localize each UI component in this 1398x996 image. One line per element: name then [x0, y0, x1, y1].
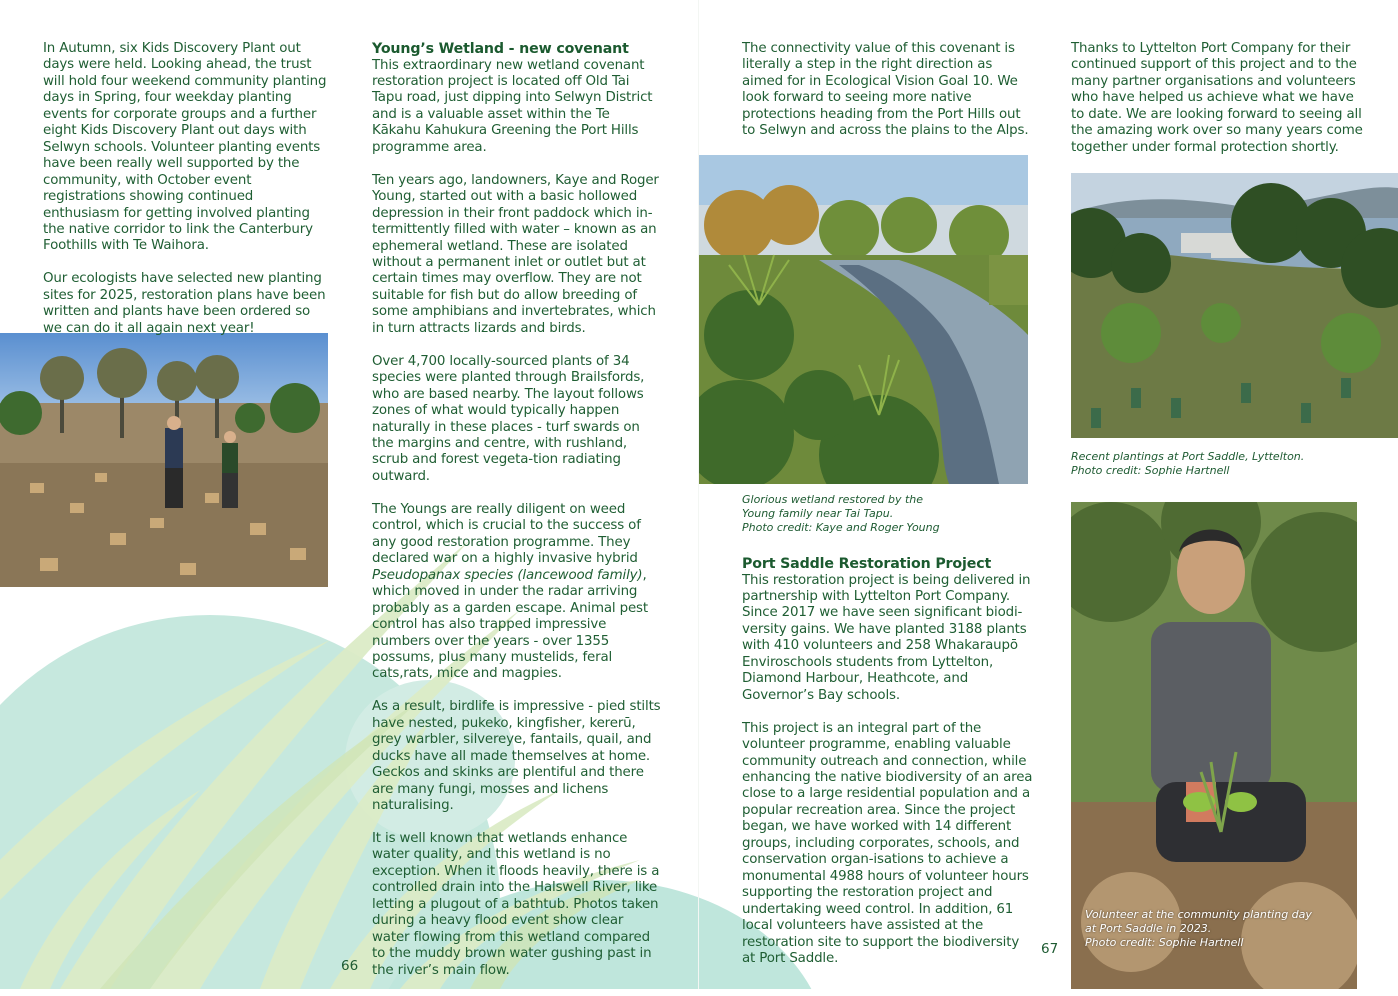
- wetland-caption-line-3: Photo credit: Kaye and Roger Young: [742, 521, 940, 534]
- plantings-caption-line-2: Photo credit: Sophie Hartnell: [1071, 464, 1230, 477]
- connectivity-paragraph: The connectivity value of this covenant is literally a step in the right direction as aimed for in Ecological Vision Goal 10. We look forward to seeing more native protections heading from the Port Hills out to Selwyn and across the plains to the Alps.: [742, 41, 1029, 139]
- port-saddle-heading: Port Saddle Restoration Project: [742, 556, 992, 572]
- right-column-connectivity: [742, 41, 1032, 156]
- page-number-left: 66: [341, 958, 359, 974]
- wetland-photo: [699, 155, 1028, 484]
- thanks-paragraph: Thanks to Lyttelton Port Company for their continued support of this project and to the many partner organisations and volunteers who have helped us achieve what we have to date. We are looking forward to seeing all the amazing work over so many years come together under formal protection shortly.: [1071, 41, 1363, 155]
- right-column-thanks: [1071, 41, 1363, 173]
- page-gutter: [698, 0, 699, 989]
- port-saddle-plantings-photo: [1071, 173, 1398, 438]
- p4-species-italic: Pseudopanax species (lancewood family): [372, 567, 643, 583]
- p4-part-a: The Youngs are really diligent on weed control, which is crucial to the success of any good restoration programme. They declared war on a highly invasive hybrid: [372, 501, 641, 567]
- wetland-paragraph-3: Over 4,700 locally-sourced plants of 34 species were planted through Brailsfords, who are based nearby. The layout follows zones of what would typically happen naturally in these places - turf swards on the margins and centre, with rushland, scrub and forest vegeta-tion radiating outward.: [372, 353, 645, 484]
- volunteer-caption-line-1: Volunteer at the community planting day: [1085, 908, 1312, 921]
- plantings-caption-line-1: Recent plantings at Port Saddle, Lyttelton.: [1071, 450, 1305, 463]
- wetland-paragraph-4: [372, 502, 662, 683]
- volunteer-caption-line-3: Photo credit: Sophie Hartnell: [1085, 936, 1244, 949]
- wetland-paragraph-6: It is well known that wetlands enhance water quality, and this wetland is no exception. When it floods heavily, there is a controlled drain into the Halswell River, like letting a plugout of a bathtub. Photos taken during a heavy flood event show clear water flowing from this wetland compared to the muddy brown water gushing past in the river’s main flow.: [372, 831, 660, 978]
- port-saddle-paragraph-1: This restoration project is being delivered in partnership with Lyttelton Port Company. Since 2017 we have seen significant biodi-versity gains. We have planted 3188 plants with 410 volunteers and 258 Whakaraupō Enviroschools students from Lyttelton, Diamond Harbour, Heathcote, and Governor’s Bay schools.: [742, 572, 1031, 703]
- left-column-intro: [43, 41, 331, 354]
- wetland-caption-line-1: Glorious wetland restored by the: [742, 493, 924, 506]
- right-column-port-saddle: [742, 556, 1034, 984]
- wetland-paragraph-2: Ten years ago, landowners, Kaye and Roger Young, started out with a basic hollowed depression in their front paddock which in-termittently filled with water – known as an ephemeral wetland. These are isolated without a permanent inlet or outlet but at certain times may overflow. They are not suitable for fish but do allow breeding of some amphibians and invertebrates, which in turn attracts lizards and birds.: [372, 172, 659, 336]
- volunteer-photo-caption: [1085, 908, 1312, 950]
- planting-day-photo: [0, 333, 328, 587]
- port-saddle-paragraph-2: This project is an integral part of the volunteer programme, enabling valuable community outreach and connection, while enhancing the native biodiversity of an area close to a large residential population and a popular recreation area. Since the project began, we have worked with 14 different groups, including corporates, schools, and conservation organ-isations to achieve a monumental 4988 hours of volunteer hours supporting the restoration project and undertaking weed control. In addition, 61 local volunteers have assisted at the restoration site to support the biodiversity at Port Saddle.: [742, 720, 1033, 966]
- page-number-right: 67: [1041, 941, 1059, 957]
- intro-paragraph-1: In Autumn, six Kids Discovery Plant out days were held. Looking ahead, the trust will hold four weekend community planting days in Spring, four weekday planting events for corporate groups and a further eight Kids Discovery Plant out days with Selwyn schools. Volunteer planting events have been really well supported by the community, with October event registrations showing continued enthusiasm for getting involved planting the native corridor to link the Canterbury Foothills with Te Waihora.: [43, 41, 327, 254]
- left-column-youngs-wetland: [372, 41, 662, 996]
- wetland-photo-caption: [742, 493, 940, 535]
- wetland-caption-line-2: Young family near Tai Tapu.: [742, 507, 894, 520]
- volunteer-caption-line-2: at Port Saddle in 2023.: [1085, 922, 1212, 935]
- youngs-wetland-heading: Young’s Wetland - new covenant: [372, 41, 629, 57]
- p4-part-b: , which moved in under the radar arriving probably as a garden escape. Animal pest control has also trapped impressive numbers over the years - over 1355 possums, plus many mustelids, feral cats,rats, mice and magpies.: [372, 567, 648, 682]
- wetland-paragraph-5: As a result, birdlife is impressive - pied stilts have nested, pukeko, kingfisher, kererū, grey warbler, silvereye, fantails, quail, and ducks have all made themselves at home. Geckos and skinks are plentiful and there are many fungi, mosses and lichens naturalising.: [372, 699, 661, 814]
- plantings-photo-caption: [1071, 450, 1304, 478]
- intro-paragraph-2: Our ecologists have selected new planting sites for 2025, restoration plans have been written and plants have been ordered so we can do it all again next year!: [43, 271, 326, 336]
- wetland-paragraph-1: This extraordinary new wetland covenant restoration project is located off Old Tai Tapu road, just dipping into Selwyn District and is a valuable asset within the Te Kākahu Kahukura Greening the Port Hills programme area.: [372, 57, 653, 155]
